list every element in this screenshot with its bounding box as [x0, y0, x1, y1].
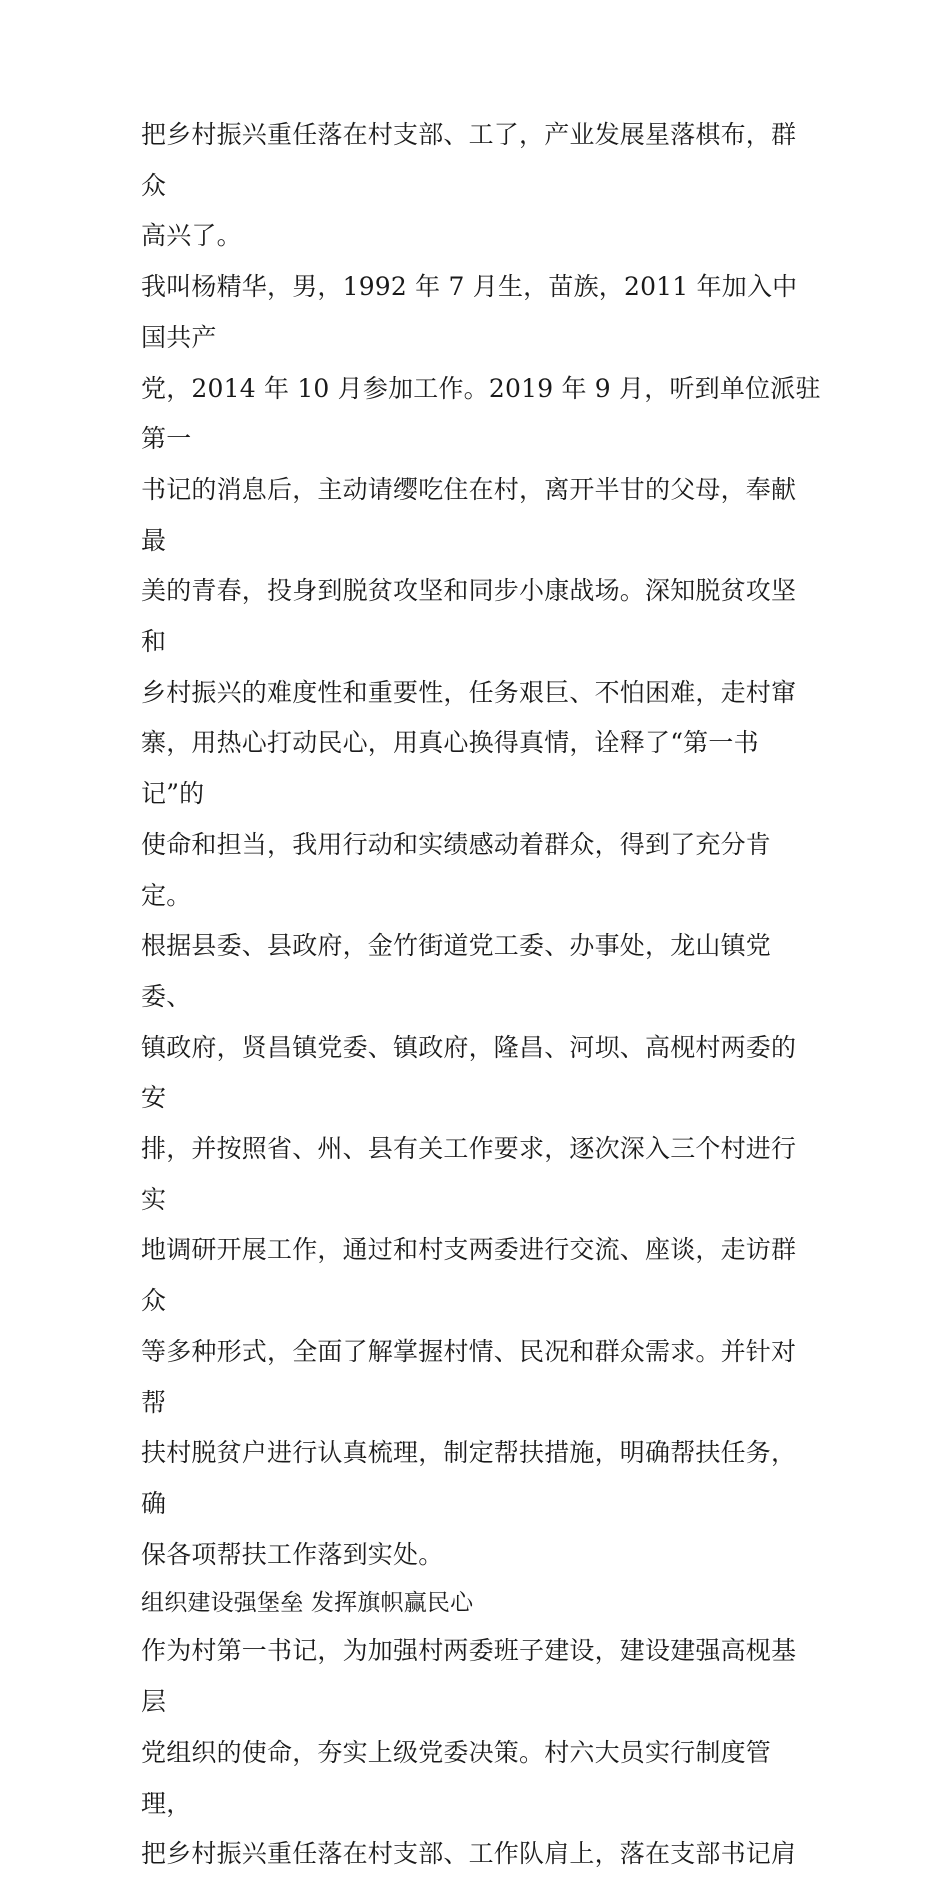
- paragraph-biography: 我叫杨精华，男，1992 年 7 月生，苗族，2011 年加入中国共产 党，2014 年 10 月参加工作。2019 年 9 月，听到单位派驻第一 书记的消息后，主动请缨吃住在村，离开半甘的父母，奉献最 美的青春，投身到脱贫攻坚和同步小康战场。深知脱贫攻坚和 乡村振兴的难度性和重要性，任务艰巨、不怕困难，走村窜 寨，用热心打动民心，用真心换得真情，诠释了“第一书记”的 使命和担当，我用行动和实绩感动着群众，得到了充分肯定。 根据县委、县政府，金竹街道党工委、办事处，龙山镇党委、 镇政府，贤昌镇党委、镇政府，隆昌、河坝、高枧村两委的安 排，并按照省、州、县有关工作要求，逐次深入三个村进行实 地调研开展工作，通过和村支两委进行交流、座谈，走访群众 等多种形式，全面了解掌握村情、民况和群众需求。并针对帮 扶村脱贫户进行认真梳理，制定帮扶措施，明确帮扶任务，确 保各项帮扶工作落到实处。: [141, 272, 821, 1569]
- section-heading: 组织建设强堡垒 发挥旗帜赢民心: [141, 1590, 474, 1617]
- paragraph-closing: 作为村第一书记，为加强村两委班子建设，建设建强高枧基层 党组织的使命，夯实上级党委决策。村六大员实行制度管理， 把乡村振兴重任落在村支部、工作队肩上，落在支部书记肩: [141, 1636, 797, 1869]
- paragraph-intro: 把乡村振兴重任落在村支部、工了，产业发展星落棋布，群众 高兴了。: [141, 120, 797, 251]
- document-body: [141, 110, 821, 1880]
